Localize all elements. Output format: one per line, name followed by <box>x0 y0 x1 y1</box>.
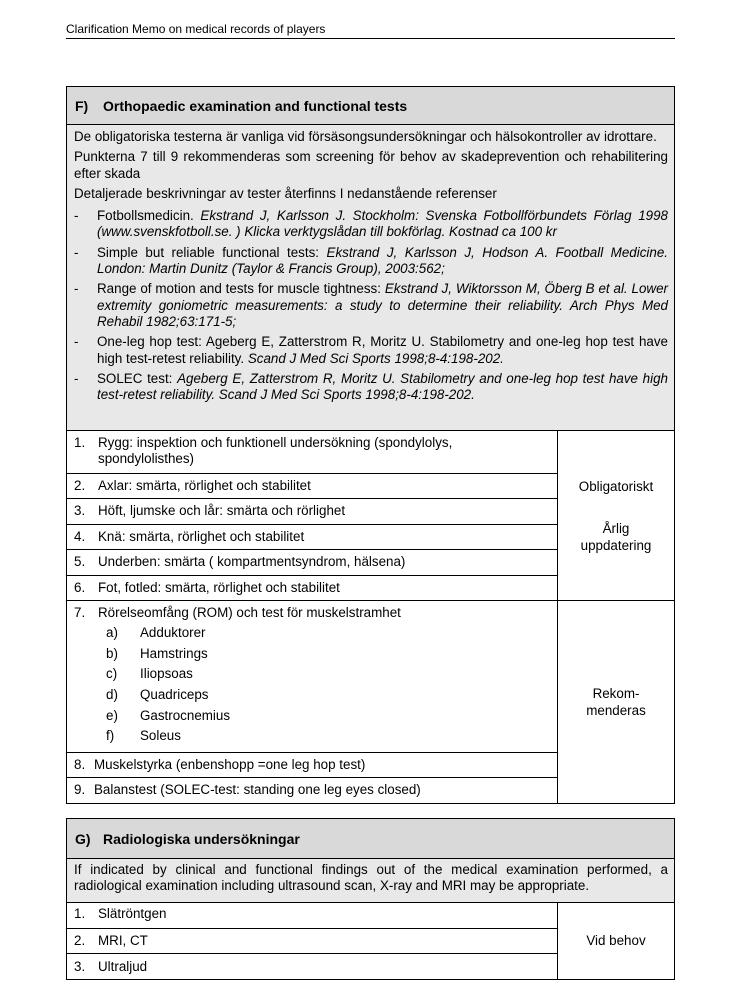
subitem-text: Quadriceps <box>140 687 209 703</box>
subitem-letter: b) <box>106 645 118 661</box>
reference-item <box>74 334 668 367</box>
item-text: Slätröntgen <box>98 906 167 921</box>
list-item <box>74 644 551 665</box>
item-number: 2. <box>74 478 86 493</box>
group-label-recommended-2: menderas <box>586 703 646 718</box>
item-number: 8. <box>74 757 86 772</box>
subitem-letter: d) <box>106 687 118 703</box>
list-item <box>74 706 551 727</box>
item-text: MRI, CT <box>98 933 148 948</box>
item-text: Knä: smärta, rörlighet och stabilitet <box>98 529 305 544</box>
item-number: 1. <box>74 906 86 921</box>
table-row <box>67 431 557 474</box>
subitem-letter: e) <box>106 707 118 723</box>
reference-italic: Ekstrand J, Karlsson J. Stockholm: Svenska Fotbollförbundets Förlag 1998 (www.svenskfotboll.se. ) Klicka verktygslådan till bokförlag. Kostnad ca 100 kr <box>97 208 668 240</box>
item-text: Höft, ljumske och lår: smärta och rörlighet <box>98 503 346 518</box>
header-divider <box>66 38 675 39</box>
item-text: Muskelstyrka (enbenshopp =one leg hop test) <box>94 757 366 772</box>
section-f-title: Orthopaedic examination and functional tests <box>103 97 408 114</box>
list-item <box>74 664 551 685</box>
group-cell-recommended <box>558 601 674 803</box>
table-row <box>67 903 557 929</box>
reference-dash: - <box>74 334 79 350</box>
item-text: Rörelseomfång (ROM) och test för muskelstramhet <box>98 605 401 620</box>
item-text: Axlar: smärta, rörlighet och stabilitet <box>98 478 311 493</box>
section-g-title-bar <box>67 819 674 859</box>
item-number: 6. <box>74 580 86 595</box>
group-label-annual: Årlig <box>602 521 630 536</box>
reference-item <box>74 245 668 278</box>
table-row <box>67 778 557 803</box>
group-label-annual-2: uppdatering <box>580 538 652 553</box>
group-label-recommended: Rekom- <box>592 686 640 701</box>
reference-dash: - <box>74 370 79 386</box>
subitem-letter: a) <box>106 625 118 641</box>
reference-dash: - <box>74 281 79 297</box>
item-text: Fot, fotled: smärta, rörlighet och stabilitet <box>98 580 340 595</box>
section-g-items <box>67 903 674 979</box>
subitem-text: Hamstrings <box>140 645 208 661</box>
section-orthopaedic <box>66 86 675 804</box>
section-f-group-column <box>558 431 674 803</box>
reference-plain: Fotbollsmedicin. <box>97 208 201 224</box>
item-number: 5. <box>74 554 86 569</box>
item-number: 3. <box>74 503 86 518</box>
reference-item <box>74 281 668 330</box>
reference-italic: Ageberg E, Zatterstrom R, Moritz U. Stabilometry and one-leg hop test have high test-retest reliability. Scand J Med Sci Sports 1998;8-4:198-202. <box>97 370 668 403</box>
section-f-item-list <box>67 431 558 803</box>
section-g-letter: G) <box>75 830 91 847</box>
table-row <box>67 550 557 576</box>
table-row <box>67 499 557 525</box>
reference-italic: Ekstrand J, Karlsson J, Hodson A. Football Medicine. London: Martin Dunitz (Taylor & Francis Group), 2003:562; <box>97 244 668 277</box>
intro-paragraph: Detaljerade beskrivningar av tester återfinns I nedanstående referenser <box>74 185 497 201</box>
table-row <box>67 954 557 979</box>
list-item <box>74 726 551 747</box>
section-radiology <box>66 818 675 980</box>
reference-dash: - <box>74 208 79 224</box>
table-row <box>67 474 557 499</box>
subitem-letter: f) <box>106 728 115 744</box>
reference-italic: Scand J Med Sci Sports 1998;8-4:198-202. <box>247 350 504 366</box>
table-row <box>67 576 557 601</box>
item-number: 9. <box>74 782 86 797</box>
subitem-text: Adduktorer <box>140 625 206 641</box>
item-text: Rygg: inspektion och funktionell undersökning (spondylolys, spondylolisthes) <box>98 435 453 467</box>
item-text: Ultraljud <box>98 959 148 974</box>
group-label-as-needed: Vid behov <box>586 933 646 948</box>
section-f-title-bar <box>67 87 674 125</box>
section-f-intro <box>67 125 674 431</box>
subitem-text: Soleus <box>140 728 181 744</box>
page-header: Clarification Memo on medical records of players <box>66 22 326 36</box>
table-row <box>67 929 557 954</box>
item-number: 7. <box>74 605 86 620</box>
table-row <box>67 753 557 778</box>
subitem-letter: c) <box>106 666 118 682</box>
section-g-group-column <box>558 903 674 979</box>
reference-italic: Ekstrand J, Wiktorsson M, Öberg B et al. Lower extremity goniometric measurements: a study to determine their reliability. Arch Phys Med Rehabil 1982;63:171-5; <box>97 281 668 329</box>
section-g-title: Radiologiska undersökningar <box>103 830 300 847</box>
reference-plain: One-leg hop test: Ageberg E, Zatterstrom R, Moritz U. Stabilometry and one-leg hop test have high test-retest reliability. <box>97 334 668 366</box>
reference-plain: SOLEC test: <box>97 370 178 386</box>
reference-plain: Range of motion and tests for muscle tightness: <box>97 281 385 297</box>
list-item <box>74 685 551 706</box>
reference-item <box>74 371 668 404</box>
list-item <box>74 623 551 644</box>
group-cell-mandatory <box>558 431 674 601</box>
item-number: 3. <box>74 959 86 974</box>
subitem-text: Gastrocnemius <box>140 707 231 723</box>
item-number: 4. <box>74 529 86 544</box>
reference-plain: Simple but reliable functional tests: <box>97 244 327 260</box>
intro-paragraph: If indicated by clinical and functional findings out of the medical examination performed, a radiological examination including ultrasound scan, X-ray and MRI may be appropriate. <box>74 862 668 894</box>
section-g-item-list <box>67 903 558 979</box>
intro-paragraph: Punkterna 7 till 9 rekommenderas som screening för behov av skadeprevention och rehabilitering efter skada <box>74 149 668 181</box>
reference-dash: - <box>74 244 79 260</box>
section-f-letter: F) <box>75 97 89 114</box>
subitem-text: Iliopsoas <box>140 666 193 682</box>
table-row <box>67 601 557 753</box>
table-row <box>67 525 557 550</box>
item-text: Balanstest (SOLEC-test: standing one leg eyes closed) <box>94 782 421 797</box>
reference-item <box>74 208 668 241</box>
group-label-mandatory: Obligatoriskt <box>578 479 654 494</box>
section-g-intro <box>67 859 674 903</box>
item-number: 1. <box>74 435 86 450</box>
item-text: Underben: smärta ( kompartmentsyndrom, hälsena) <box>98 554 406 569</box>
item-number: 2. <box>74 933 86 948</box>
section-f-items <box>67 431 674 803</box>
intro-paragraph: De obligatoriska testerna är vanliga vid försäsongsundersökningar och hälsokontroller av idrottare. <box>74 129 657 144</box>
